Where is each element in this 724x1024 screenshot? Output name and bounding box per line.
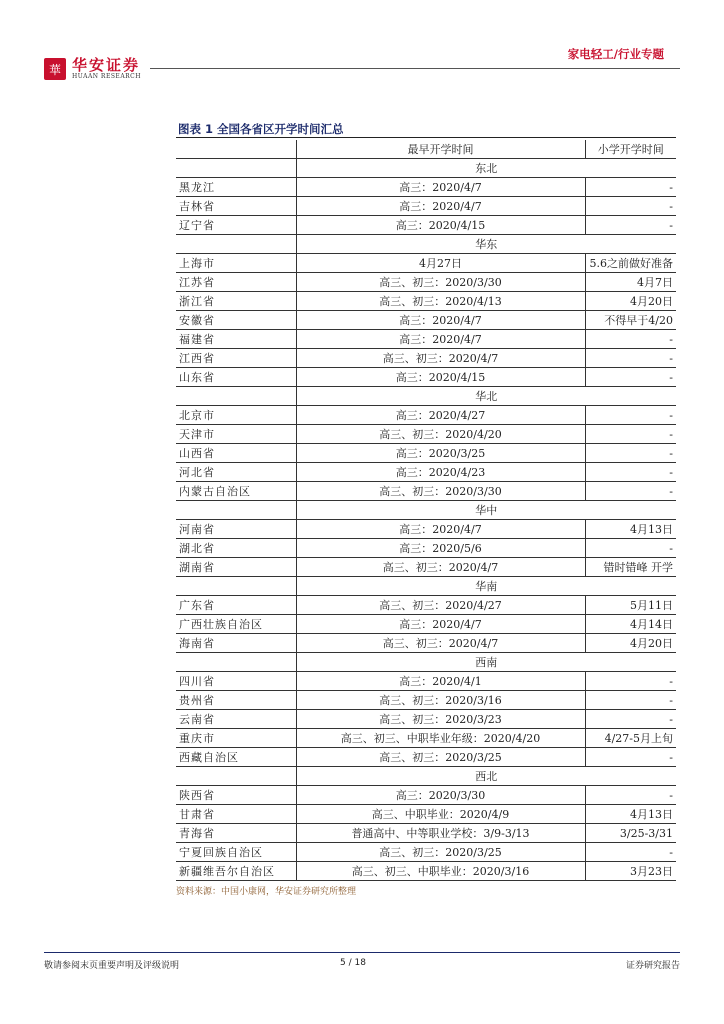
primary-opening-cell: - [585, 197, 676, 216]
earliest-opening-cell: 4月27日 [296, 254, 585, 273]
table-row [176, 539, 676, 558]
primary-opening-cell: - [585, 843, 676, 862]
province-cell: 福建省 [176, 330, 296, 349]
earliest-opening-cell: 高三、初三：2020/3/30 [296, 482, 585, 501]
primary-opening-cell: 4月13日 [585, 805, 676, 824]
province-cell: 云南省 [176, 710, 296, 729]
region-name: 华东 [296, 235, 676, 254]
province-cell: 新疆维吾尔自治区 [176, 862, 296, 881]
footer-report-type: 证券研究报告 [625, 961, 680, 971]
table-row [176, 843, 676, 862]
page-number: 5 / 18 [340, 958, 366, 968]
table-row [176, 368, 676, 387]
earliest-opening-cell: 高三：2020/4/7 [296, 197, 585, 216]
province-cell: 吉林省 [176, 197, 296, 216]
region-spacer-cell [176, 159, 296, 178]
province-cell: 上海市 [176, 254, 296, 273]
earliest-opening-cell: 高三：2020/4/15 [296, 368, 585, 387]
earliest-opening-cell: 高三、初三：2020/3/25 [296, 843, 585, 862]
province-cell: 陕西省 [176, 786, 296, 805]
table-row [176, 482, 676, 501]
table-row [176, 634, 676, 653]
table-row [176, 254, 676, 273]
region-spacer-cell [176, 387, 296, 406]
earliest-opening-cell: 高三、中职毕业：2020/4/9 [296, 805, 585, 824]
table-row [176, 349, 676, 368]
earliest-opening-cell: 高三：2020/4/7 [296, 311, 585, 330]
earliest-opening-cell: 高三：2020/4/7 [296, 520, 585, 539]
earliest-opening-cell: 高三、初三：2020/4/7 [296, 634, 585, 653]
primary-opening-cell: 3/25-3/31 [585, 824, 676, 843]
province-cell: 天津市 [176, 425, 296, 444]
page-header [0, 0, 724, 90]
province-cell: 江苏省 [176, 273, 296, 292]
primary-opening-cell: 4月7日 [585, 273, 676, 292]
province-cell: 重庆市 [176, 729, 296, 748]
region-name: 华北 [296, 387, 676, 406]
province-cell: 贵州省 [176, 691, 296, 710]
data-source-note: 资料来源：中国小康网，华安证券研究所整理 [176, 887, 357, 897]
table-top-rule [176, 137, 676, 138]
primary-opening-cell: 4月14日 [585, 615, 676, 634]
province-cell: 河北省 [176, 463, 296, 482]
table-row [176, 710, 676, 729]
primary-opening-cell: - [585, 444, 676, 463]
province-cell: 内蒙古自治区 [176, 482, 296, 501]
primary-opening-cell: - [585, 539, 676, 558]
earliest-opening-cell: 高三、初三：2020/3/23 [296, 710, 585, 729]
province-cell: 四川省 [176, 672, 296, 691]
primary-opening-cell: 4/27-5月上旬 [585, 729, 676, 748]
province-cell: 广东省 [176, 596, 296, 615]
earliest-opening-cell: 高三、初三：2020/4/27 [296, 596, 585, 615]
primary-opening-cell: - [585, 178, 676, 197]
province-cell: 北京市 [176, 406, 296, 425]
table-row [176, 444, 676, 463]
table-row [176, 216, 676, 235]
figure-title: 图表 1 全国各省区开学时间汇总 [178, 122, 344, 136]
primary-opening-cell: 4月13日 [585, 520, 676, 539]
header-divider [150, 68, 680, 69]
earliest-opening-cell: 高三：2020/4/27 [296, 406, 585, 425]
logo-icon: 華 [44, 58, 66, 80]
primary-opening-cell: - [585, 406, 676, 425]
province-cell: 黑龙江 [176, 178, 296, 197]
column-header-primary: 小学开学时间 [585, 140, 676, 159]
region-row [176, 235, 676, 254]
table-row [176, 596, 676, 615]
table-row [176, 748, 676, 767]
table-row [176, 672, 676, 691]
table-row [176, 178, 676, 197]
table-row [176, 273, 676, 292]
primary-opening-cell: 5.6之前做好准备 [585, 254, 676, 273]
earliest-opening-cell: 高三：2020/4/23 [296, 463, 585, 482]
table-row [176, 805, 676, 824]
primary-opening-cell: 4月20日 [585, 292, 676, 311]
province-cell: 广西壮族自治区 [176, 615, 296, 634]
table-row [176, 691, 676, 710]
region-spacer-cell [176, 235, 296, 254]
region-spacer-cell [176, 767, 296, 786]
table-header-row [176, 140, 676, 159]
table-row [176, 824, 676, 843]
region-row [176, 577, 676, 596]
table-row [176, 311, 676, 330]
region-spacer-cell [176, 653, 296, 672]
primary-opening-cell: - [585, 368, 676, 387]
earliest-opening-cell: 高三、初三：2020/3/30 [296, 273, 585, 292]
primary-opening-cell: - [585, 748, 676, 767]
table-row [176, 463, 676, 482]
province-cell: 山西省 [176, 444, 296, 463]
province-cell: 海南省 [176, 634, 296, 653]
primary-opening-cell: - [585, 482, 676, 501]
earliest-opening-cell: 普通高中、中等职业学校：3/9-3/13 [296, 824, 585, 843]
earliest-opening-cell: 高三、初三、中职毕业：2020/3/16 [296, 862, 585, 881]
table-row [176, 330, 676, 349]
region-row [176, 159, 676, 178]
earliest-opening-cell: 高三、初三：2020/4/7 [296, 349, 585, 368]
table-row [176, 786, 676, 805]
region-name: 华南 [296, 577, 676, 596]
primary-opening-cell: - [585, 463, 676, 482]
region-row [176, 767, 676, 786]
earliest-opening-cell: 高三：2020/4/7 [296, 330, 585, 349]
table-row [176, 729, 676, 748]
primary-opening-cell: 3月23日 [585, 862, 676, 881]
region-name: 西南 [296, 653, 676, 672]
table-row [176, 558, 676, 577]
region-spacer-cell [176, 501, 296, 520]
province-cell: 浙江省 [176, 292, 296, 311]
region-name: 东北 [296, 159, 676, 178]
primary-opening-cell: 不得早于4/20 [585, 311, 676, 330]
region-name: 华中 [296, 501, 676, 520]
footer-disclaimer: 敬请参阅末页重要声明及评级说明 [44, 961, 180, 971]
primary-opening-cell: 4月20日 [585, 634, 676, 653]
region-row [176, 653, 676, 672]
report-section-title: 家电轻工/行业专题 [567, 47, 664, 61]
primary-opening-cell: - [585, 691, 676, 710]
primary-opening-cell: - [585, 710, 676, 729]
earliest-opening-cell: 高三：2020/4/1 [296, 672, 585, 691]
table-row [176, 520, 676, 539]
province-cell: 湖北省 [176, 539, 296, 558]
company-logo [44, 58, 141, 80]
earliest-opening-cell: 高三、初三：2020/3/25 [296, 748, 585, 767]
earliest-opening-cell: 高三：2020/4/7 [296, 615, 585, 634]
primary-opening-cell: - [585, 349, 676, 368]
earliest-opening-cell: 高三、初三：2020/4/20 [296, 425, 585, 444]
earliest-opening-cell: 高三：2020/3/25 [296, 444, 585, 463]
table-row [176, 862, 676, 881]
primary-opening-cell: 错时错峰 开学 [585, 558, 676, 577]
province-cell: 河南省 [176, 520, 296, 539]
earliest-opening-cell: 高三：2020/5/6 [296, 539, 585, 558]
region-row [176, 387, 676, 406]
earliest-opening-cell: 高三、初三、中职毕业年级：2020/4/20 [296, 729, 585, 748]
primary-opening-cell: - [585, 330, 676, 349]
province-cell: 青海省 [176, 824, 296, 843]
earliest-opening-cell: 高三、初三：2020/3/16 [296, 691, 585, 710]
province-cell: 江西省 [176, 349, 296, 368]
logo-name-cn: 华安证券 [72, 56, 141, 74]
province-cell: 宁夏回族自治区 [176, 843, 296, 862]
primary-opening-cell: - [585, 672, 676, 691]
region-name: 西北 [296, 767, 676, 786]
primary-opening-cell: - [585, 216, 676, 235]
province-cell: 西藏自治区 [176, 748, 296, 767]
table-row [176, 292, 676, 311]
earliest-opening-cell: 高三：2020/3/30 [296, 786, 585, 805]
school-opening-table [176, 140, 676, 881]
table-row [176, 197, 676, 216]
province-cell: 安徽省 [176, 311, 296, 330]
logo-name-en: HUAAN RESEARCH [72, 73, 141, 80]
column-header-earliest: 最早开学时间 [296, 140, 585, 159]
earliest-opening-cell: 高三：2020/4/7 [296, 178, 585, 197]
primary-opening-cell: - [585, 786, 676, 805]
table-row [176, 615, 676, 634]
primary-opening-cell: 5月11日 [585, 596, 676, 615]
column-header-province [176, 140, 296, 159]
footer-divider [44, 952, 680, 953]
region-spacer-cell [176, 577, 296, 596]
primary-opening-cell: - [585, 425, 676, 444]
table-row [176, 406, 676, 425]
table-body [176, 159, 676, 881]
table-row [176, 425, 676, 444]
earliest-opening-cell: 高三：2020/4/15 [296, 216, 585, 235]
earliest-opening-cell: 高三、初三：2020/4/13 [296, 292, 585, 311]
earliest-opening-cell: 高三、初三：2020/4/7 [296, 558, 585, 577]
province-cell: 辽宁省 [176, 216, 296, 235]
province-cell: 山东省 [176, 368, 296, 387]
region-row [176, 501, 676, 520]
province-cell: 甘肃省 [176, 805, 296, 824]
province-cell: 湖南省 [176, 558, 296, 577]
